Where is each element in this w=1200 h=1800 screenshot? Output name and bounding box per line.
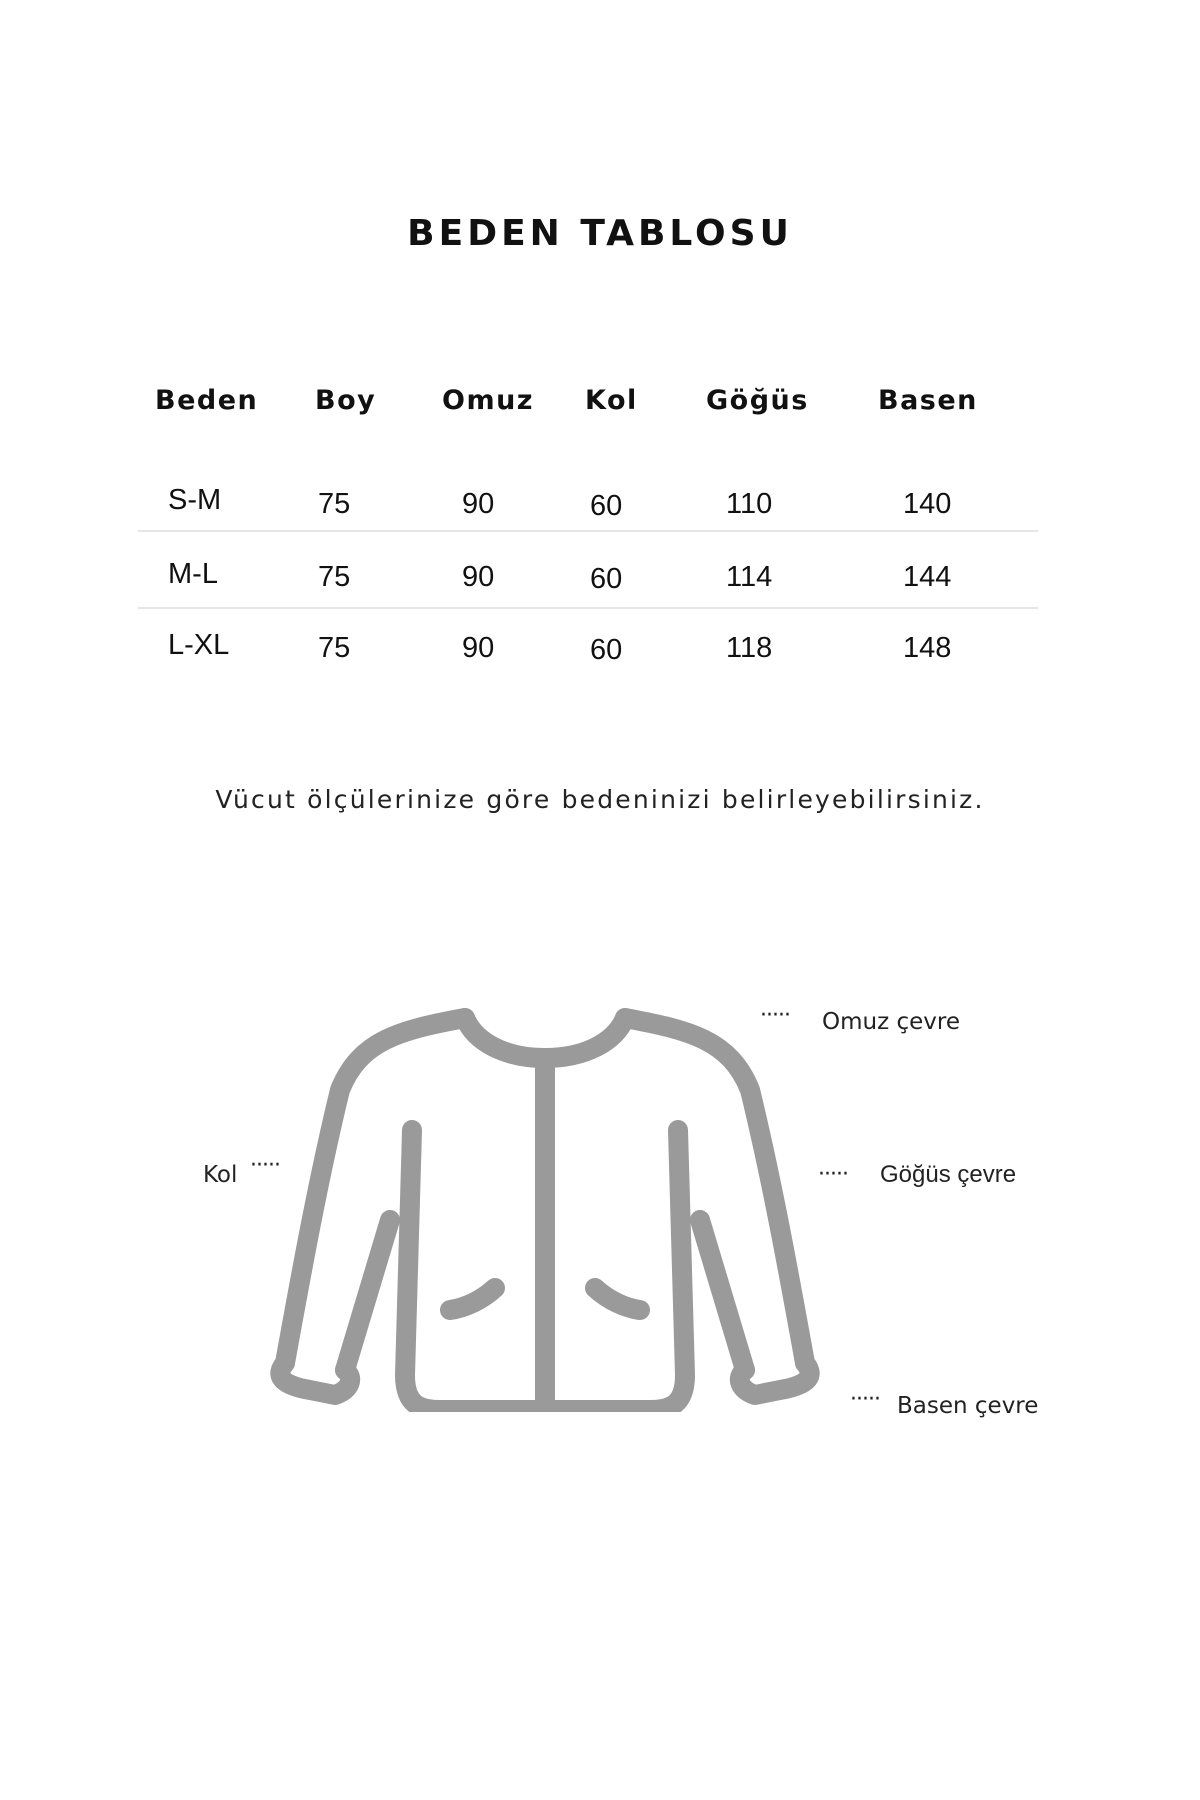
cell-kol: 60 bbox=[590, 563, 623, 595]
leader-dots: ····· bbox=[760, 1003, 790, 1028]
header-beden: Beden bbox=[155, 385, 259, 416]
label-kol: Kol bbox=[203, 1162, 238, 1188]
cell-boy: 75 bbox=[318, 632, 351, 664]
header-gogus: Göğüs bbox=[706, 385, 809, 416]
leader-dots: ····· bbox=[818, 1162, 848, 1187]
leader-dots: ····· bbox=[250, 1153, 280, 1178]
label-basen-cevre: Basen çevre bbox=[897, 1393, 1039, 1419]
leader-dots: ····· bbox=[850, 1387, 880, 1412]
cell-kol: 60 bbox=[590, 634, 623, 666]
cell-gogus: 118 bbox=[726, 632, 773, 664]
label-gogus-cevre: Göğüs çevre bbox=[880, 1161, 1017, 1188]
jacket-outline bbox=[280, 1018, 809, 1410]
cell-omuz: 90 bbox=[462, 488, 495, 520]
cell-beden: M-L bbox=[168, 558, 218, 590]
cell-gogus: 114 bbox=[726, 561, 773, 593]
page-title: BEDEN TABLOSU bbox=[407, 213, 793, 254]
size-note: Vücut ölçülerinize göre bedeninizi belirleyebilirsiniz. bbox=[215, 785, 985, 814]
cell-boy: 75 bbox=[318, 488, 351, 520]
cell-gogus: 110 bbox=[726, 488, 773, 520]
cell-omuz: 90 bbox=[462, 561, 495, 593]
header-omuz: Omuz bbox=[442, 385, 535, 416]
cell-beden: L-XL bbox=[168, 629, 230, 661]
cell-basen: 148 bbox=[903, 632, 952, 664]
cell-omuz: 90 bbox=[462, 632, 495, 664]
row-divider bbox=[138, 530, 1038, 532]
cell-basen: 144 bbox=[903, 561, 952, 593]
cell-boy: 75 bbox=[318, 561, 351, 593]
hem-crop bbox=[400, 1412, 690, 1420]
cell-beden: S-M bbox=[168, 484, 222, 516]
cell-kol: 60 bbox=[590, 490, 623, 522]
header-basen: Basen bbox=[878, 385, 978, 416]
header-kol: Kol bbox=[585, 385, 638, 416]
label-omuz-cevre: Omuz çevre bbox=[822, 1009, 960, 1035]
row-divider bbox=[138, 607, 1038, 609]
jacket-diagram bbox=[260, 980, 820, 1420]
cell-basen: 140 bbox=[903, 488, 952, 520]
header-boy: Boy bbox=[315, 385, 377, 416]
